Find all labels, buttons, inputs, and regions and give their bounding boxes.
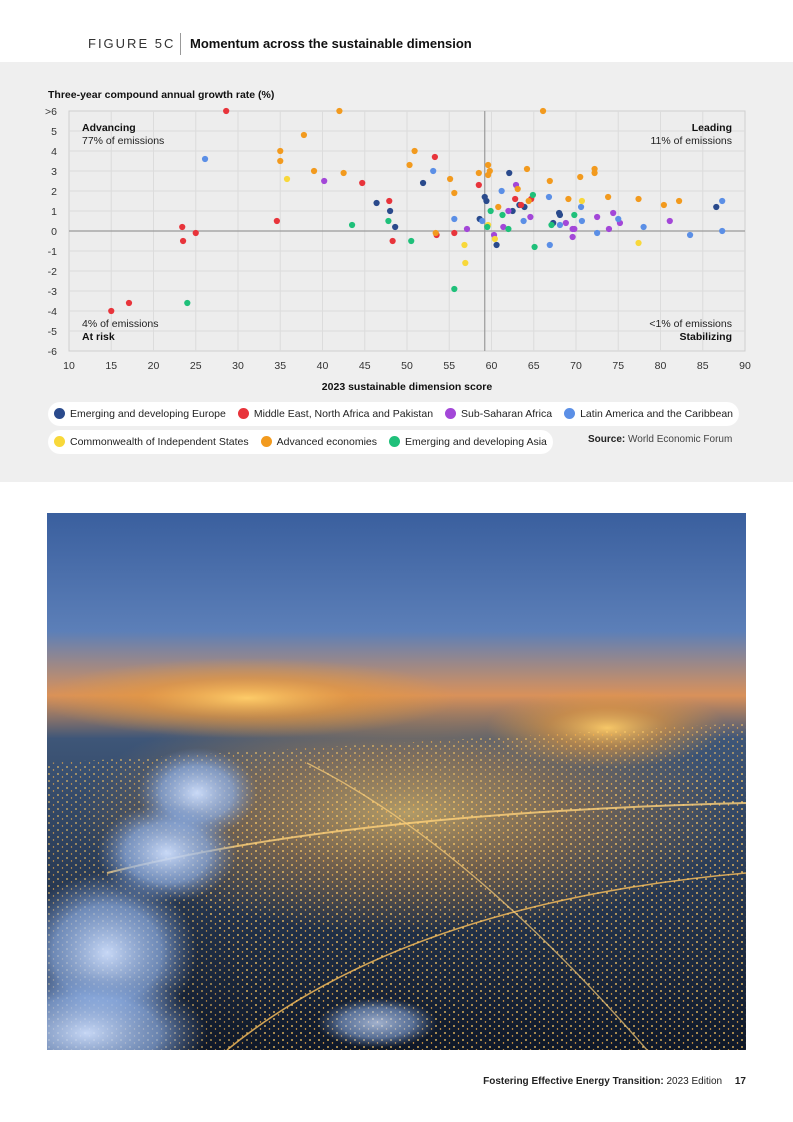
- x-tick-label: 25: [189, 360, 202, 372]
- y-tick-label: 4: [51, 146, 57, 158]
- source-note: [588, 434, 732, 445]
- data-point-advanced: [447, 176, 453, 182]
- legend-label: Emerging and developing Europe: [70, 408, 226, 420]
- source-label: Source:: [588, 434, 626, 445]
- scatter-chart: [0, 62, 793, 397]
- data-point-advanced: [433, 230, 439, 236]
- x-tick-label: 30: [232, 360, 244, 372]
- data-point-mena: [432, 154, 438, 160]
- x-tick-label: 15: [105, 360, 118, 372]
- data-point-latam: [546, 194, 552, 200]
- legend-item-asia: [383, 430, 553, 454]
- data-point-asia: [499, 212, 505, 218]
- x-tick-label: 85: [696, 360, 709, 372]
- data-point-latam: [451, 216, 457, 222]
- data-point-europe: [506, 170, 512, 176]
- data-point-latam: [578, 204, 584, 210]
- x-tick-label: 80: [654, 360, 667, 372]
- x-tick-label: 45: [358, 360, 371, 372]
- data-point-asia: [571, 212, 577, 218]
- data-point-advanced: [540, 108, 546, 114]
- data-point-advanced: [485, 162, 491, 168]
- data-point-europe: [373, 200, 379, 206]
- y-tick-label: 5: [51, 126, 57, 138]
- y-tick-label: >6: [45, 106, 57, 118]
- data-point-advanced: [277, 158, 283, 164]
- data-point-ssa: [571, 226, 577, 232]
- x-tick-labels: [63, 360, 751, 372]
- figure-title: Momentum across the sustainable dimension: [190, 36, 472, 51]
- data-point-cis: [635, 240, 641, 246]
- data-point-latam: [641, 224, 647, 230]
- data-point-mena: [476, 182, 482, 188]
- legend-label: Latin America and the Caribbean: [580, 408, 734, 420]
- y-tick-label: -2: [47, 266, 57, 278]
- legend-item-latam: [558, 402, 739, 426]
- quadrant-advancing-title: Advancing: [82, 122, 136, 134]
- y-tick-label: -6: [47, 346, 57, 358]
- data-point-asia: [385, 218, 391, 224]
- x-tick-label: 65: [527, 360, 540, 372]
- y-tick-labels: [45, 106, 57, 358]
- city-photo-illustration: [47, 513, 746, 1050]
- y-tick-label: 0: [51, 226, 57, 238]
- data-point-europe: [483, 198, 489, 204]
- data-point-advanced: [565, 196, 571, 202]
- data-point-advanced: [277, 148, 283, 154]
- data-point-asia: [484, 224, 490, 230]
- data-point-cis: [462, 260, 468, 266]
- data-point-advanced: [591, 170, 597, 176]
- data-point-advanced: [577, 174, 583, 180]
- x-tick-label: 10: [63, 360, 75, 372]
- y-tick-label: -4: [47, 306, 57, 318]
- footer-edition: 2023 Edition: [666, 1076, 723, 1087]
- data-point-advanced: [476, 170, 482, 176]
- legend-swatch-advanced: [261, 436, 272, 447]
- figure-label: FIGURE 5C: [88, 36, 176, 51]
- page-number: 17: [734, 1076, 746, 1087]
- data-point-mena: [359, 180, 365, 186]
- data-point-mena: [180, 238, 186, 244]
- data-point-advanced: [515, 186, 521, 192]
- city-night-aerial-photo: [47, 513, 746, 1050]
- data-point-latam: [719, 198, 725, 204]
- data-point-advanced: [485, 172, 491, 178]
- data-point-latam: [615, 216, 621, 222]
- data-point-advanced: [635, 196, 641, 202]
- data-point-europe: [392, 224, 398, 230]
- x-tick-label: 90: [739, 360, 751, 372]
- data-point-europe: [557, 212, 563, 218]
- legend-item-mena: [232, 402, 439, 426]
- data-point-advanced: [526, 198, 532, 204]
- data-point-asia: [451, 286, 457, 292]
- x-tick-label: 75: [612, 360, 625, 372]
- y-tick-label: -3: [47, 286, 57, 298]
- header-divider: [180, 33, 181, 55]
- data-point-ssa: [570, 234, 576, 240]
- data-point-latam: [594, 230, 600, 236]
- data-point-latam: [719, 228, 725, 234]
- data-point-cis: [461, 242, 467, 248]
- legend-label: Emerging and developing Asia: [405, 436, 547, 448]
- data-point-asia: [349, 222, 355, 228]
- quadrant-advancing-share: 77% of emissions: [82, 135, 165, 147]
- y-tick-label: -1: [47, 246, 57, 258]
- data-point-advanced: [524, 166, 530, 172]
- data-point-ssa: [321, 178, 327, 184]
- data-point-advanced: [451, 190, 457, 196]
- legend-label: Commonwealth of Independent States: [70, 436, 249, 448]
- legend-label: Sub-Saharan Africa: [461, 408, 553, 420]
- data-point-ssa: [610, 210, 616, 216]
- x-tick-label: 40: [316, 360, 329, 372]
- legend-swatch-mena: [238, 408, 249, 419]
- legend-label: Advanced economies: [276, 436, 378, 448]
- data-point-mena: [108, 308, 114, 314]
- data-point-cis: [579, 198, 585, 204]
- data-point-mena: [386, 198, 392, 204]
- data-point-mena: [390, 238, 396, 244]
- quadrant-leading-title: Leading: [691, 122, 732, 134]
- data-point-ssa: [667, 218, 673, 224]
- data-point-asia: [548, 222, 554, 228]
- data-point-asia: [505, 226, 511, 232]
- data-point-latam: [521, 218, 527, 224]
- x-axis-title: 2023 sustainable dimension score: [321, 381, 493, 393]
- legend-swatch-asia: [389, 436, 400, 447]
- data-point-asia: [408, 238, 414, 244]
- legend-swatch-latam: [564, 408, 575, 419]
- legend-pill: [48, 402, 739, 426]
- x-tick-label: 35: [274, 360, 287, 372]
- legend-swatch-ssa: [445, 408, 456, 419]
- quadrant-stabilizing-title: Stabilizing: [679, 331, 732, 343]
- quadrant-leading-share: 11% of emissions: [650, 135, 732, 147]
- x-tick-label: 60: [485, 360, 498, 372]
- data-point-advanced: [495, 204, 501, 210]
- legend-item-advanced: [255, 430, 383, 454]
- data-point-advanced: [341, 170, 347, 176]
- data-point-advanced: [336, 108, 342, 114]
- figure-header: [0, 0, 793, 62]
- y-axis-title: Three-year compound annual growth rate (%): [48, 89, 275, 101]
- data-point-ssa: [505, 208, 511, 214]
- y-tick-label: -5: [47, 326, 57, 338]
- page-footer: [483, 1076, 746, 1087]
- data-point-asia: [184, 300, 190, 306]
- data-point-asia: [531, 244, 537, 250]
- y-tick-label: 3: [51, 166, 57, 178]
- data-point-latam: [547, 242, 553, 248]
- data-point-ssa: [563, 220, 569, 226]
- data-point-mena: [512, 196, 518, 202]
- data-point-advanced: [406, 162, 412, 168]
- data-point-ssa: [464, 226, 470, 232]
- data-point-latam: [202, 156, 208, 162]
- data-point-europe: [713, 204, 719, 210]
- x-tick-label: 50: [401, 360, 413, 372]
- legend-item-europe: [48, 402, 232, 426]
- data-point-europe: [493, 242, 499, 248]
- legend-pill: [48, 430, 553, 454]
- quadrant-at-risk-share: 4% of emissions: [82, 318, 159, 330]
- legend-item-ssa: [439, 402, 558, 426]
- data-point-cis: [492, 236, 498, 242]
- data-point-advanced: [547, 178, 553, 184]
- data-point-advanced: [661, 202, 667, 208]
- data-point-mena: [274, 218, 280, 224]
- data-point-europe: [387, 208, 393, 214]
- data-point-europe: [420, 180, 426, 186]
- data-point-latam: [687, 232, 693, 238]
- data-point-advanced: [301, 132, 307, 138]
- data-point-mena: [451, 230, 457, 236]
- data-point-latam: [430, 168, 436, 174]
- data-point-cis: [284, 176, 290, 182]
- legend-swatch-cis: [54, 436, 65, 447]
- chart-panel: [0, 62, 793, 482]
- data-point-latam: [557, 222, 563, 228]
- y-tick-label: 1: [51, 206, 57, 218]
- data-point-asia: [488, 208, 494, 214]
- data-point-mena: [518, 202, 524, 208]
- data-point-latam: [479, 218, 485, 224]
- legend-swatch-europe: [54, 408, 65, 419]
- data-point-advanced: [605, 194, 611, 200]
- data-point-advanced: [412, 148, 418, 154]
- data-point-mena: [193, 230, 199, 236]
- y-tick-label: 2: [51, 186, 57, 198]
- quadrant-stabilizing-share: <1% of emissions: [649, 318, 732, 330]
- quadrant-at-risk-title: At risk: [82, 331, 115, 343]
- data-point-ssa: [606, 226, 612, 232]
- footer-title: Fostering Effective Energy Transition:: [483, 1076, 664, 1087]
- data-point-latam: [579, 218, 585, 224]
- data-point-advanced: [676, 198, 682, 204]
- source-text: World Economic Forum: [628, 434, 733, 445]
- data-point-ssa: [594, 214, 600, 220]
- legend-label: Middle East, North Africa and Pakistan: [253, 408, 434, 420]
- data-point-ssa: [527, 214, 533, 220]
- legend-item-cis: [48, 430, 255, 454]
- data-point-mena: [126, 300, 132, 306]
- data-point-latam: [499, 188, 505, 194]
- x-tick-label: 70: [570, 360, 582, 372]
- data-point-advanced: [311, 168, 317, 174]
- data-point-asia: [530, 192, 536, 198]
- x-tick-label: 55: [443, 360, 456, 372]
- data-point-mena: [223, 108, 229, 114]
- x-tick-label: 20: [147, 360, 160, 372]
- data-point-mena: [179, 224, 185, 230]
